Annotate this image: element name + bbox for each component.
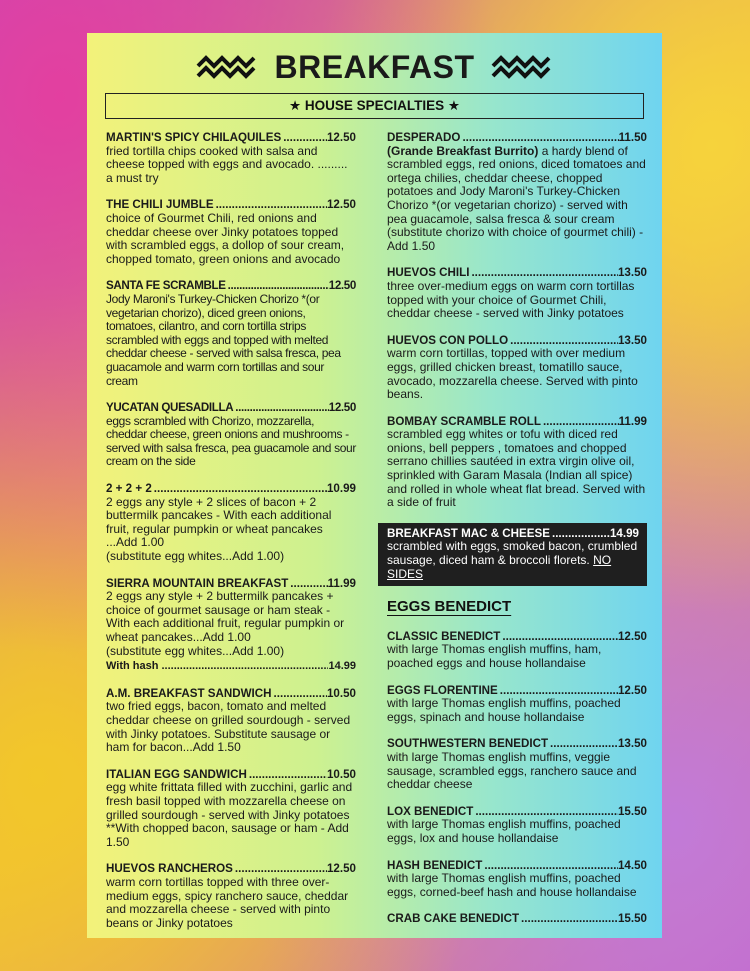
menu-card <box>87 33 662 938</box>
item-description: choice of Gourmet Chili, red onions and cheddar cheese over Jinky potatoes topped with scrambled eggs, a dollop of sour cream, chopped tomato, green onions and avocado <box>106 210 345 266</box>
item-name: THE CHILI JUMBLE <box>106 198 214 212</box>
menu-item <box>387 334 647 402</box>
item-lead: (Grande Breakfast Burrito) <box>387 143 539 158</box>
mac-cheese-highlight <box>378 523 647 586</box>
menu-item <box>106 482 356 564</box>
menu-item <box>106 401 356 469</box>
item-price: 12.50 <box>328 279 356 293</box>
menu-item <box>106 862 356 930</box>
zigzag-right-icon <box>491 54 553 80</box>
eggs-benedict-title: EGGS BENEDICT <box>387 598 512 616</box>
item-price: 12.50 <box>326 131 356 144</box>
item-name: SANTA FE SCRAMBLE <box>106 279 226 293</box>
item-name: EGGS FLORENTINE <box>387 683 498 697</box>
menu-item <box>106 131 356 185</box>
item-name: YUCATAN QUESADILLA <box>106 401 234 415</box>
item-name: LOX BENEDICT <box>387 804 474 818</box>
item-price: 13.50 <box>617 333 647 347</box>
menu-item <box>387 684 647 725</box>
item-name: HASH BENEDICT <box>387 858 483 872</box>
menu-item <box>106 577 356 674</box>
item-description: warm corn tortillas topped with three over-medium eggs, spicy ranchero sauce, cheddar and mozzarella cheese - served with pinto beans or Jinky potatoes <box>106 874 349 930</box>
item-description: with large Thomas english muffins, poached eggs, spinach and house hollandaise <box>387 696 621 724</box>
menu-item <box>387 737 647 791</box>
menu-item <box>387 131 647 253</box>
item-description: two fried eggs, bacon, tomato and melted cheddar cheese on grilled sourdough - served with Jinky potatoes. Substitute sausage or ham for bacon...Add 1.50 <box>106 699 351 755</box>
no-sides-note: NO SIDES <box>387 553 612 581</box>
item-name: BOMBAY SCRAMBLE ROLL <box>387 414 541 428</box>
right-column <box>387 131 647 939</box>
item-name: HUEVOS CON POLLO <box>387 333 509 347</box>
item-name: CRAB CAKE BENEDICT <box>387 912 520 926</box>
item-name: DESPERADO <box>387 131 461 144</box>
menu-item <box>387 859 647 900</box>
item-description: 2 eggs any style + 2 slices of bacon + 2 buttermilk pancakes - With each additional fruit, regular pumpkin or wheat pancakes ...Add 1.00 <box>106 494 332 550</box>
item-name: BREAKFAST MAC & CHEESE <box>387 526 550 540</box>
item-description: eggs scrambled with Chorizo, mozzarella, cheddar cheese, green onions and mushrooms - served with salsa fresca, pea guacamole and sour cream on the side <box>106 413 357 469</box>
item-price: 12.50 <box>326 862 356 876</box>
item-name: ITALIAN EGG SANDWICH <box>106 767 247 781</box>
menu-item <box>387 266 647 320</box>
item-subprice: 14.99 <box>328 660 356 673</box>
item-note: (substitute egg whites...Add 1.00) <box>106 549 285 564</box>
item-description: with large Thomas english muffins, veggie sausage, scrambled eggs, ranchero sauce and cheddar cheese <box>387 749 637 792</box>
item-description: egg white frittata filled with zucchini, garlic and fresh basil topped with mozzarella cheese on grilled sourdough - served with Jinky potatoes **With chopped bacon, sausage or ham - Add 1.50 <box>106 780 353 849</box>
menu-item <box>106 687 356 755</box>
item-description: a hardy blend of scrambled eggs, red onions, diced tomatoes and ortega chilies, cheddar cheese, chopped potatoes and Jody Maroni's Turkey-Chicken Chorizo *(or vegetarian chorizo) - served with pea guacamole, salsa fresca & sour cream (substitute chorizo with choice of gourmet chili) - Add 1.50 <box>387 143 646 253</box>
menu-item <box>387 805 647 846</box>
item-price: 12.50 <box>617 683 647 697</box>
item-subname: With hash <box>106 660 159 673</box>
house-specialties-banner: ★ HOUSE SPECIALTIES ★ <box>105 93 644 119</box>
item-price: 14.99 <box>609 526 639 540</box>
menu-item <box>106 279 356 388</box>
item-name: CLASSIC BENEDICT <box>387 629 501 643</box>
item-description: scrambled with eggs, smoked bacon, crumbled sausage, diced ham & broccoli florets. <box>387 539 638 568</box>
item-price: 15.50 <box>617 912 647 926</box>
item-description: with large Thomas english muffins, poached eggs, corned-beef hash and house hollandaise <box>387 871 637 899</box>
item-price: 11.50 <box>618 131 647 144</box>
menu-item <box>387 630 647 671</box>
item-description: scrambled egg whites or tofu with diced red onions, bell peppers , tomatoes and chopped serrano chillies sautéed in extra virgin olive oil, sprinkled with Garam Masala (Indian all spice) and rolled in whole wheat flat bread. Served with a side of fruit <box>387 427 646 510</box>
item-note: (substitute egg whites...Add 1.00) <box>106 643 285 658</box>
item-price: 10.99 <box>326 482 356 496</box>
item-description: 2 eggs any style + 2 buttermilk pancakes + choice of gourmet sausage or ham steak - With each additional fruit, regular pumpkin or wheat pancakes...Add 1.00 <box>106 589 345 644</box>
item-price: 12.50 <box>328 401 356 415</box>
item-name: 2 + 2 + 2 <box>106 482 152 496</box>
item-description: fried tortilla chips cooked with salsa and cheese topped with eggs and avocado. ......... a must try <box>106 143 348 185</box>
item-name: SOUTHWESTERN BENEDICT <box>387 737 549 751</box>
title-row <box>87 45 662 89</box>
menu-item <box>387 415 647 510</box>
item-name: HUEVOS RANCHEROS <box>106 862 233 876</box>
item-description: warm corn tortillas, topped with over medium eggs, grilled chicken breast, tomatillo sauce, avocado, mozzarella cheese. Served with pinto beans. <box>387 346 638 402</box>
item-name: MARTIN'S SPICY CHILAQUILES <box>106 131 282 144</box>
item-name: HUEVOS CHILI <box>387 266 470 280</box>
item-price: 13.50 <box>617 737 647 751</box>
item-price: 15.50 <box>617 804 647 818</box>
menu-item <box>106 198 356 266</box>
item-price: 12.50 <box>326 198 356 212</box>
item-description: three over-medium eggs on warm corn tortillas topped with your choice of Gourmet Chili, cheddar cheese - served with Jinky potatoes <box>387 278 635 321</box>
item-price: 11.99 <box>327 576 356 590</box>
item-price: 11.99 <box>618 414 647 428</box>
item-price: 10.50 <box>326 686 356 700</box>
item-price: 12.50 <box>617 629 647 643</box>
item-name: A.M. BREAKFAST SANDWICH <box>106 686 272 700</box>
page-title: BREAKFAST <box>274 48 475 85</box>
item-price: 13.50 <box>617 266 647 280</box>
menu-item <box>106 768 356 850</box>
item-price: 14.50 <box>617 858 647 872</box>
item-name: SIERRA MOUNTAIN BREAKFAST <box>106 576 289 590</box>
item-description: Jody Maroni's Turkey-Chicken Chorizo *(or vegetarian chorizo), diced green onions, tomatoes, cilantro, and corn tortilla strips scrambled with eggs and topped with melted cheddar cheese - served with salsa fresca, pea guacamole and warm corn tortillas and sour cream <box>106 291 341 388</box>
menu-item <box>387 912 647 926</box>
item-price: 10.50 <box>326 767 356 781</box>
zigzag-left-icon <box>196 54 258 80</box>
item-description: with large Thomas english muffins, poached eggs, lox and house hollandaise <box>387 817 621 845</box>
item-description: with large Thomas english muffins, ham, poached eggs and house hollandaise <box>387 642 602 670</box>
left-column <box>106 131 356 943</box>
